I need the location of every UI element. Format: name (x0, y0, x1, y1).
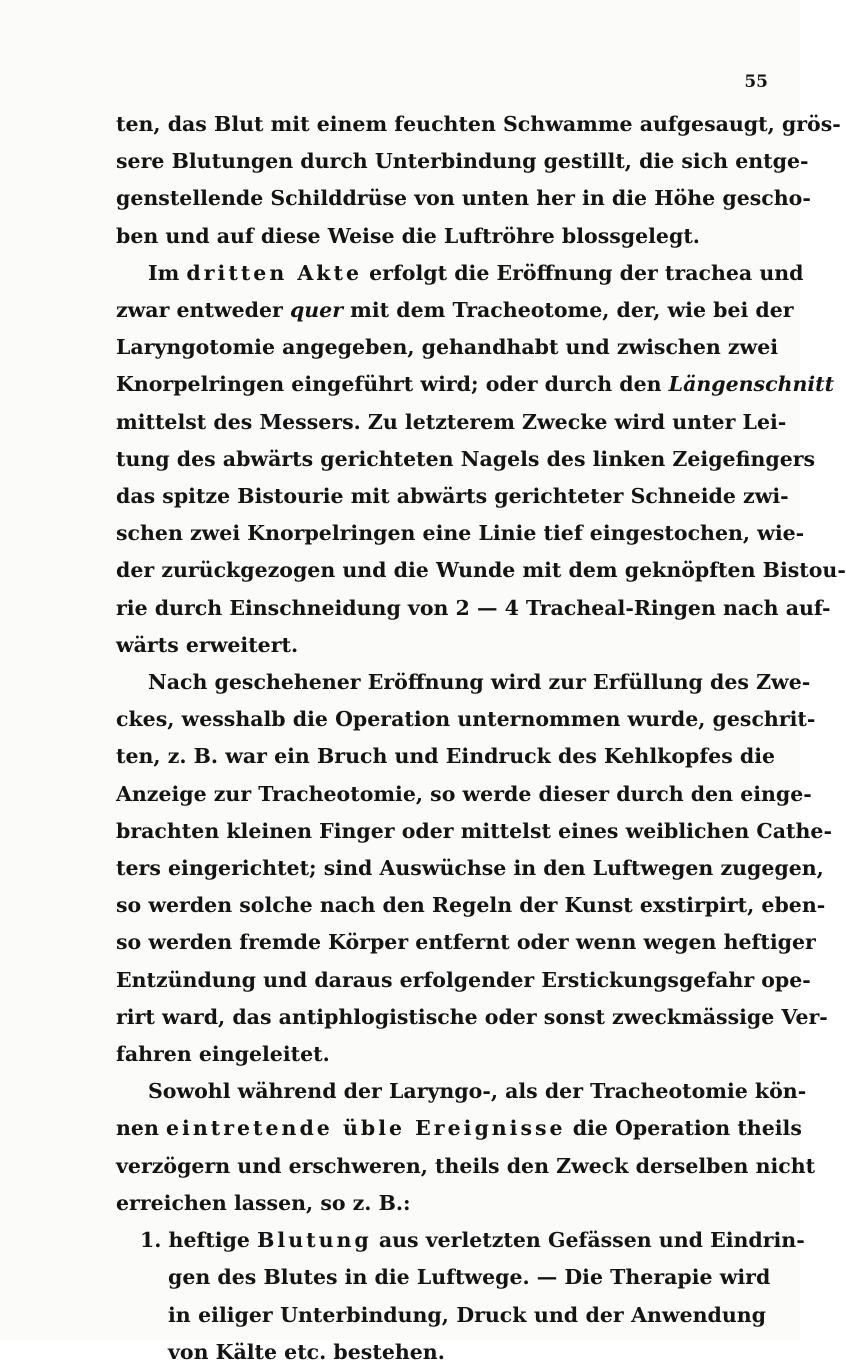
text-line-5-post: erfolgt die Eröffnung der trachea und (362, 260, 804, 285)
page-number: 55 (744, 72, 768, 92)
body-text (116, 106, 846, 1371)
text-line-6-post: mit dem Tracheotome, der, wie bei der (343, 298, 794, 323)
text-line-24: Entzündung und daraus erfolgender Erstickungsgefahr ope- (116, 967, 811, 992)
text-line-28 (116, 1110, 802, 1147)
text-line-29: verzögern und erschweren, theils den Zweck derselben nicht (116, 1153, 816, 1178)
list-item-1-spaced: Blutung (257, 1228, 372, 1253)
text-line-26: fahren eingeleitet. (116, 1042, 330, 1067)
text-line-30: erreichen lassen, so z. B.: (116, 1190, 411, 1215)
text-line-4: ben und auf diese Weise die Luftröhre blossgelegt. (116, 223, 700, 248)
text-line-25: rirt ward, das antiphlogistische oder sonst zweckmässige Ver- (116, 1004, 828, 1029)
text-line-27: Sowohl während der Laryngo-, als der Tracheotomie kön- (148, 1079, 807, 1104)
text-line-8-italic: Längenschnitt (668, 372, 835, 397)
text-line-22: so werden solche nach den Regeln der Kunst exstirpirt, eben- (116, 893, 826, 918)
text-line-3: genstellende Schilddrüse von unten her in die Höhe gescho- (116, 186, 811, 211)
text-line-8-pre: Knorpelringen eingeführt wird; oder durch den (116, 372, 669, 397)
text-line-28-post: die Operation theils (565, 1116, 802, 1141)
text-line-5-pre: Im (148, 260, 187, 285)
list-item-1-line-1 (116, 1222, 805, 1259)
text-line-20: brachten kleinen Finger oder mittelst eines weiblichen Cathe- (116, 818, 832, 843)
text-line-7: Laryngotomie angegeben, gehandhabt und zwischen zwei (116, 335, 779, 360)
text-line-1: ten, das Blut mit einem feuchten Schwamme aufgesaugt, grös- (116, 112, 841, 136)
text-line-18: ten, z. B. war ein Bruch und Eindruck des Kehlkopfes die (116, 744, 776, 769)
text-line-19: Anzeige zur Tracheotomie, so werde dieser durch den einge- (116, 781, 812, 806)
text-line-16: Nach geschehener Eröffnung wird zur Erfüllung des Zwe- (148, 670, 811, 695)
text-line-15: wärts erweitert. (116, 632, 299, 657)
text-line-28-pre: nen (116, 1116, 166, 1141)
text-line-12: schen zwei Knorpelringen eine Linie tief eingestochen, wie- (116, 521, 805, 546)
text-line-14: rie durch Einschneidung von 2 — 4 Tracheal-Ringen nach auf- (116, 595, 831, 620)
text-line-6-pre: zwar entweder (116, 298, 290, 323)
text-line-9: mittelst des Messers. Zu letzterem Zwecke wird unter Lei- (116, 409, 787, 434)
text-line-13: der zurückgezogen und die Wunde mit dem geknöpften Bistou- (116, 558, 846, 583)
text-line-5 (116, 255, 804, 292)
text-line-2: sere Blutungen durch Unterbindung gestillt, die sich entge- (116, 149, 809, 174)
text-line-6-italic: quer (289, 298, 344, 323)
text-line-10: tung des abwärts gerichteten Nagels des linken Zeigefingers (116, 446, 816, 471)
text-line-17: ckes, wesshalb die Operation unternommen wurde, geschrit- (116, 707, 816, 732)
text-line-21: ters eingerichtet; sind Auswüchse in den Luftwegen zugegen, (116, 856, 824, 881)
text-line-28-spaced: eintretende üble Ereignisse (166, 1116, 566, 1141)
text-line-5-spaced: dritten Akte (186, 260, 362, 285)
list-item-1-line-3: in eiliger Unterbindung, Druck und der Anwendung (168, 1302, 766, 1327)
list-item-1-pre: 1. heftige (140, 1228, 258, 1253)
text-line-23: so werden fremde Körper entfernt oder wenn wegen heftiger (116, 930, 816, 955)
text-line-8 (116, 366, 835, 403)
list-item-1-post: aus verletzten Gefässen und Eindrin- (371, 1228, 805, 1253)
text-line-11: das spitze Bistourie mit abwärts gerichteter Schneide zwi- (116, 484, 789, 509)
list-item-1-line-2: gen des Blutes in die Luftwege. — Die Therapie wird (168, 1265, 771, 1290)
list-item-1-line-4: von Kälte etc. bestehen. (168, 1339, 445, 1364)
text-line-6 (116, 292, 794, 329)
